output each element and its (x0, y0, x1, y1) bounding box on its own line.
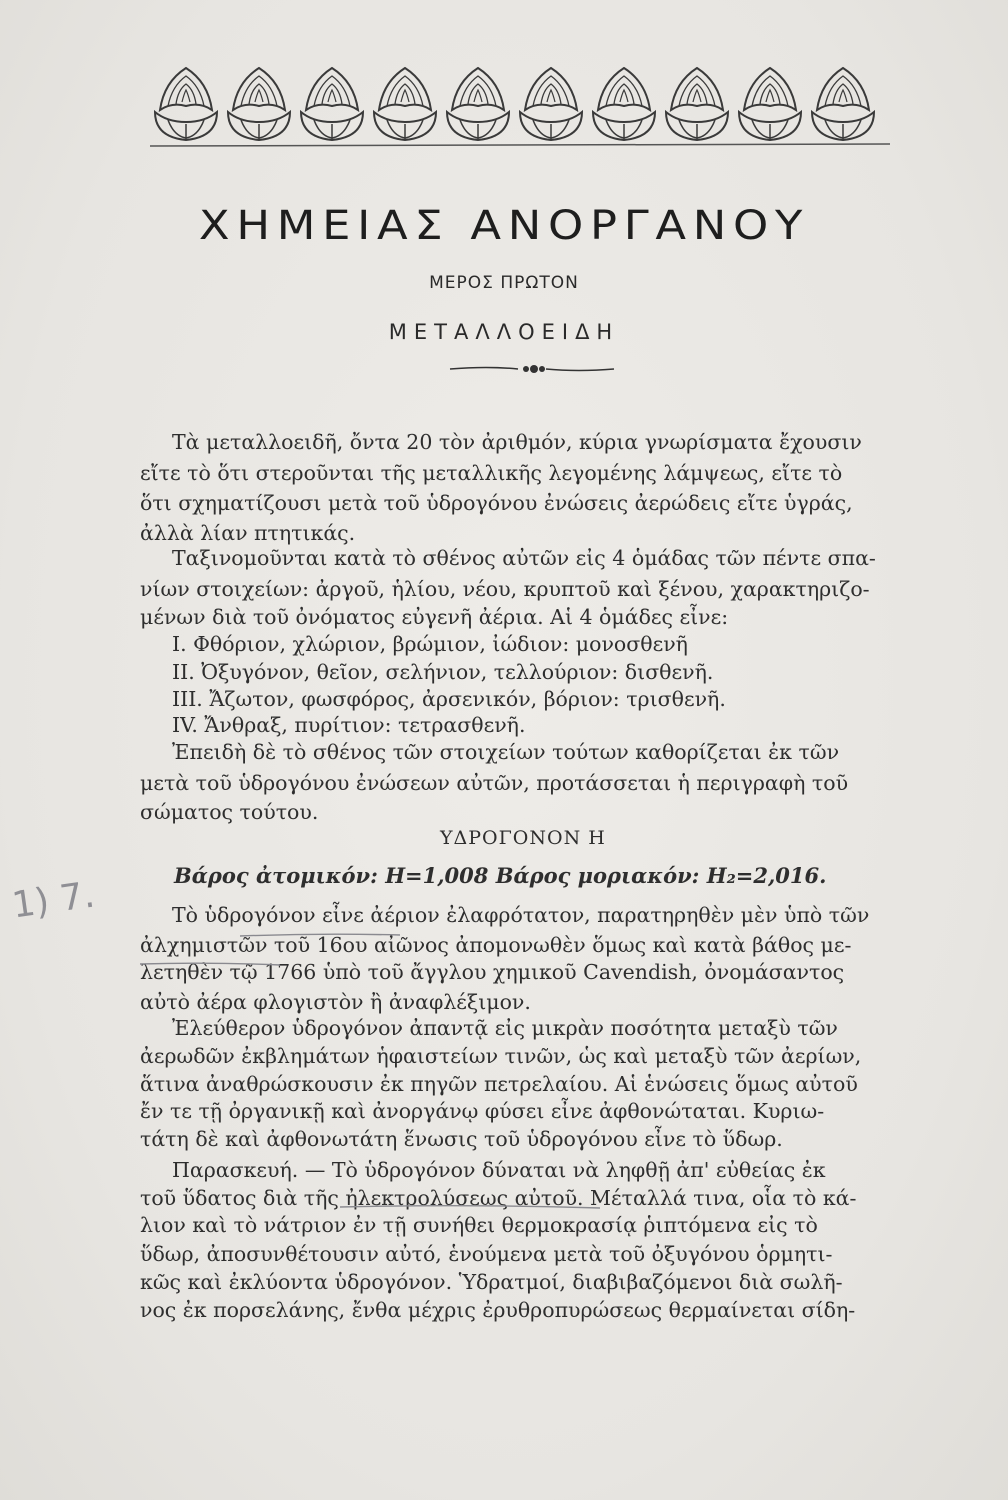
text-line: ἅτινα ἀναθρώσκουσιν ἐκ πηγῶν πετρελαίου. Αἱ ἑνώσεις ὅμως αὐτοῦ (140, 1072, 858, 1096)
text-line: ἀερωδῶν ἐκβλημάτων ἡφαιστείων τινῶν, ὡς καὶ μεταξὺ τῶν ἀερίων, (140, 1044, 862, 1068)
text-line: κῶς καὶ ἐκλύοντα ὑδρογόνον. Ὑδρατμοί, διαβιβαζόμενοι διὰ σωλῆ- (140, 1270, 843, 1294)
page-title: ΧΗΜΕΙΑΣ ΑΝΟΡΓΑΝΟΥ (198, 203, 810, 249)
margin-note: 1) 7. (9, 874, 98, 927)
section-heading: ΜΕΤΑΛΛΟΕΙΔΗ (388, 320, 620, 344)
text-line: Τὸ ὑδρογόνον εἶνε ἀέριον ἐλαφρότατον, παρατηρηθὲν μὲν ὑπὸ τῶν (172, 903, 870, 927)
ornament-row (150, 62, 895, 152)
text-line: Παρασκευή. — Τὸ ὑδρογόνον δύναται νὰ ληφθῇ ἀπ' εὐθείας ἐκ (172, 1158, 826, 1182)
text-line: λιον καὶ τὸ νάτριον ἐν τῇ συνήθει θερμοκρασίᾳ ῥιπτόμενα εἰς τὸ (140, 1213, 818, 1237)
group-line: III. Ἄζωτον, φωσφόρος, ἀρσενικόν, βόριον: τρισθενῆ. (172, 687, 726, 711)
text-line: μετὰ τοῦ ὑδρογόνου ἐνώσεων αὐτῶν, προτάσσεται ἡ περιγραφὴ τοῦ (140, 771, 849, 795)
text-line: ἀλλὰ λίαν πτητικάς. (140, 521, 356, 545)
group-line: I. Φθόριον, χλώριον, βρώμιον, ἰώδιον: μονοσθενῆ (172, 632, 688, 656)
hydrogen-heading: ΥΔΡΟΓΟΝΟΝ Η (440, 827, 606, 849)
text-line: ἀλχημιστῶν τοῦ 16ου αἰῶνος ἀπομονωθὲν ὅμως καὶ κατὰ βάθος με- (140, 933, 852, 957)
part-subtitle: ΜΕΡΟΣ ΠΡΩΤΟΝ (429, 273, 579, 293)
group-line: IV. Ἄνθραξ, πυρίτιον: τετρασθενῆ. (172, 713, 526, 737)
text-line: σώματος τούτου. (140, 800, 319, 824)
text-line: Ἐπειδὴ δὲ τὸ σθένος τῶν στοιχείων τούτων καθορίζεται ἐκ τῶν (172, 740, 840, 764)
flame-ornament-icon (150, 62, 895, 152)
divider-flourish-icon (448, 364, 616, 374)
text-line: αὐτὸ ἀέρα φλογιστὸν ἢ ἀναφλέξιμον. (140, 990, 531, 1014)
text-line: λετηθὲν τῷ 1766 ὑπὸ τοῦ ἄγγλου χημικοῦ Cavendish, ὀνομάσαντος (140, 960, 845, 984)
text-line: Τὰ μεταλλοειδῆ, ὄντα 20 τὸν ἀριθμόν, κύρια γνωρίσματα ἔχουσιν (172, 430, 862, 454)
text-line: Ταξινομοῦνται κατὰ τὸ σθένος αὐτῶν εἰς 4 ὁμάδας τῶν πέντε σπα- (172, 546, 876, 570)
atomic-weight-line: Βάρος ἀτομικόν: Η=1,008 Βάρος μοριακόν: Η₂=2,016. (174, 863, 827, 888)
text-line: ὕδωρ, ἀποσυνθέτουσιν αὐτό, ἑνούμενα μετὰ τοῦ ὀξυγόνου ὁρμητι- (140, 1242, 833, 1266)
text-line: νίων στοιχείων: ἀργοῦ, ἡλίου, νέου, κρυπτοῦ καὶ ξένου, χαρακτηριζο- (140, 577, 870, 601)
text-line: ἔν τε τῇ ὀργανικῇ καὶ ἀνοργάνῳ φύσει εἶνε ἀφθονώταται. Κυριω- (140, 1099, 825, 1123)
text-line: εἴτε τὸ ὅτι στεροῦνται τῆς μεταλλικῆς λεγομένης λάμψεως, εἴτε τὸ (140, 461, 843, 485)
text-line: νος ἐκ πορσελάνης, ἔνθα μέχρις ἐρυθροπυρώσεως θερμαίνεται σίδη- (140, 1298, 856, 1322)
group-line: II. Ὀξυγόνον, θεῖον, σελήνιον, τελλούριον: δισθενῆ. (172, 660, 714, 684)
text-line: τοῦ ὕδατος διὰ τῆς ἠλεκτρολύσεως αὐτοῦ. Μέταλλά τινα, οἷα τὸ κά- (140, 1186, 857, 1210)
text-line: τάτη δὲ καὶ ἀφθονωτάτη ἕνωσις τοῦ ὑδρογόνου εἶνε τὸ ὕδωρ. (140, 1127, 783, 1151)
text-line: ὅτι σχηματίζουσι μετὰ τοῦ ὑδρογόνου ἐνώσεις ἀερώδεις εἴτε ὑγράς, (140, 491, 853, 515)
text-line: μένων διὰ τοῦ ὀνόματος εὐγενῆ ἀέρια. Αἱ 4 ὁμάδες εἶνε: (140, 605, 729, 629)
pencil-underlines-icon (140, 920, 640, 1220)
text-line: Ἐλεύθερον ὑδρογόνον ἀπαντᾷ εἰς μικρὰν ποσότητα μεταξὺ τῶν (172, 1016, 838, 1040)
